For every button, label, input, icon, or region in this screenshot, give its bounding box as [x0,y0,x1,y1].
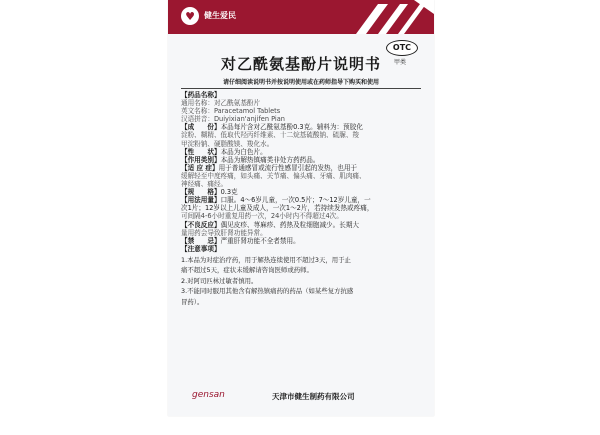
composition-line: 本品每片含对乙酰氨基酚0.3克。辅料为：预胶化 [220,123,363,132]
dosage-line: 次1片；12岁以上儿童及成人，一次1～2片，若持续发热或疼痛， [181,204,374,213]
precaution-line: 冒药）。 [181,297,204,306]
decorative-stripes-icon [348,0,434,34]
otc-badge: OTC [386,40,418,56]
section-label-appearance: 【性 状】 [181,147,221,156]
spec-text: 0.3克 [220,188,238,197]
spec-row [181,188,421,196]
company-name: 天津市健生制药有限公司 [272,392,355,401]
adverse-line: 偶见皮疹、荨麻疹、药热及粒细胞减少。长期大 [220,220,360,229]
section-label-category: 【作用类别】 [181,155,221,164]
section-label-name: 【药品名称】 [181,91,221,99]
indications-line: 缓解轻至中度疼痛，如头痛、关节痛、偏头痛、牙痛、肌肉痛、 [181,171,366,180]
contraindications-row [181,237,421,245]
gensan-logo: gensan [192,390,225,400]
precautions-list [181,255,421,307]
indications-line: 用于普通感冒或流行性感冒引起的发热，也用于 [218,163,358,172]
section-label-composition: 【成 份】 [181,123,221,132]
brand-heart-logo-icon: ♥ [181,7,199,25]
precaution-line: 2.对阿司匹林过敏者慎用。 [181,276,258,285]
composition-line: 淀粉、糊精、低取代羟丙纤维素、十二烷基硫酸钠、硫脲、羧 [181,131,360,140]
precaution-line: 1.本品为对症治疗药，用于解热连续使用不超过3天，用于止 [181,255,351,264]
dosage-line: 可间隔4-6小时重复用药一次，24小时内不得超过4次。 [181,212,343,221]
brand-name: 健生爱民 [204,11,236,20]
leaflet-footer [168,390,434,402]
adverse-line: 量用药会导致肝肾功能异常。 [181,228,267,237]
category-row [181,156,421,164]
precaution-line: 痛不超过5天，症状未缓解请咨询医师或药师。 [181,266,313,275]
brand-header-bar [168,0,434,34]
section-label-spec: 【规 格】 [181,188,221,197]
document-subtitle: 请仔细阅读说明书并按说明使用或在药师指导下购买和使用 [222,79,379,86]
title-divider [181,88,421,89]
medicine-leaflet [168,0,434,416]
name-line: 英文名称：Paracetamol Tablets [181,107,281,116]
indications-line: 神经痛、痛经。 [181,180,228,189]
section-label-indications: 【适 应 症】 [181,163,219,172]
precaution-line: 3.不能同时服用其他含有解热镇痛药的药品（如某些复方抗感 [181,287,354,296]
appearance-text: 本品为白色片。 [220,147,267,156]
otc-class-label: 甲类 [394,59,407,66]
name-line: 汉语拼音：Duiyixian'anjifen Pian [181,115,285,124]
contraindications-text: 严重肝肾功能不全者禁用。 [220,236,300,245]
composition-line: 甲淀粉钠、硬脂酸镁、羧化水。 [181,139,274,148]
dosage-line: 口服。4～6岁儿童，一次0.5片；7～12岁儿童，一 [220,196,371,205]
appearance-row [181,148,421,156]
document-title: 对乙酰氨基酚片说明书 [220,55,381,73]
adverse-row [181,221,421,229]
indications-row [181,164,421,172]
section-label-contraindications: 【禁 忌】 [181,236,221,245]
name-line: 通用名称：对乙酰氨基酚片 [181,99,261,108]
section-label-adverse: 【不良反应】 [181,220,221,229]
section-label-precautions: 【注意事项】 [181,244,221,253]
section-label-dosage: 【用法用量】 [181,196,221,205]
leaflet-body [181,91,421,307]
category-text: 本品为解热镇痛类非处方药药品。 [220,155,320,164]
